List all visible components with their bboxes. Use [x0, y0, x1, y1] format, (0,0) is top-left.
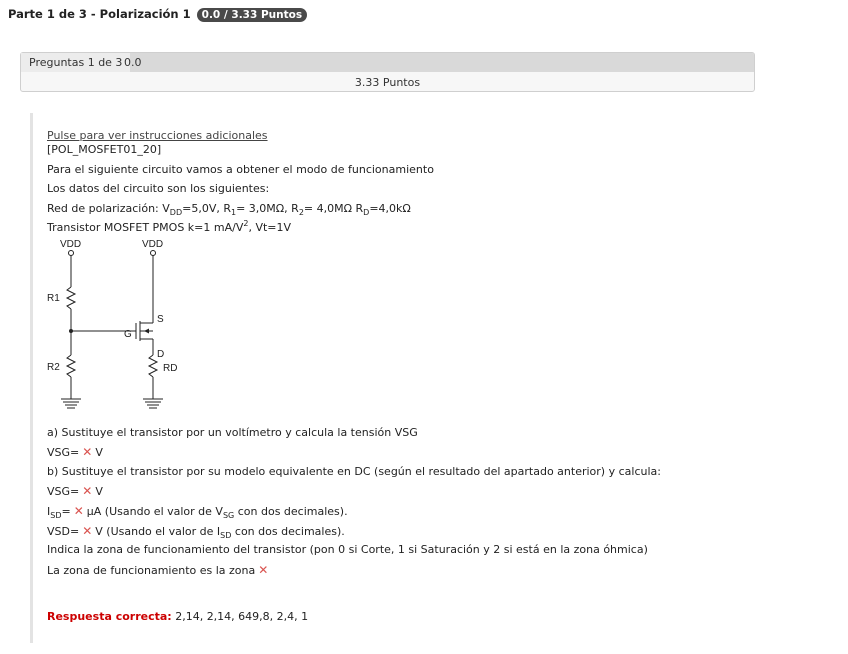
question-intro: Para el siguiente circuito vamos a obtener el modo de funcionamiento [47, 163, 434, 176]
zone-instruction: Indica la zona de funcionamiento del transistor (pon 0 si Corte, 1 si Saturación y 2 si está en la zona óhmica) [47, 543, 648, 556]
r1-label: R1 [47, 293, 60, 304]
pmos-arrow [144, 329, 149, 334]
question-score: 0.0 [124, 56, 142, 69]
correct-answer-label: Respuesta correcta: [47, 610, 172, 623]
zone-answer: La zona de funcionamiento es la zona ✕ [47, 563, 269, 577]
instructions-link[interactable]: Pulse para ver instrucciones adicionales [47, 129, 268, 142]
bias-network-line: Red de polarización: $V_{DD}=5,0V$, $R_1= 3,0M\Omega$, $R_2= 4,0M\Omega$ $R_D=4,0k\Omega$ [47, 202, 411, 217]
correct-answer [47, 610, 308, 624]
vdd-right-label: VDD [142, 239, 164, 250]
question-a: a) Sustituye el transistor por un voltímetro y calcula la tensión VSG [47, 426, 418, 439]
s-label: S [157, 314, 164, 325]
score-badge: 0.0 / 3.33 Puntos [197, 8, 307, 22]
vdd-left-label: VDD [60, 239, 82, 250]
question-points: 3.33 Puntos [354, 76, 421, 89]
answer-b-vsd: VSD= ✕ V (Usando el valor de $I_{SD}$ con dos decimales). [47, 524, 345, 540]
vdd-left-terminal [69, 251, 74, 256]
cross-icon: ✕ [73, 504, 84, 518]
vdd-right-terminal [151, 251, 156, 256]
cross-icon: ✕ [82, 484, 93, 498]
gate-junction-dot [69, 329, 73, 333]
d-label: D [157, 349, 165, 360]
cross-icon: ✕ [82, 524, 93, 538]
cross-icon: ✕ [82, 445, 93, 459]
answer-b-vsg: VSG= ✕ V [47, 484, 103, 498]
r1-resistor [67, 287, 75, 309]
g-label: G [124, 329, 132, 340]
cross-icon: ✕ [258, 563, 269, 577]
question-content [30, 113, 845, 643]
question-progress-bar [21, 53, 754, 72]
question-b: b) Sustituye el transistor por su modelo equivalente en DC (según el resultado del apartado anterior) y calcula: [47, 465, 661, 478]
answer-b-isd: $I_{SD}=$ ✕ μA (Usando el valor de $V_{SG}$ con dos decimales). [47, 504, 348, 520]
data-intro: Los datos del circuito son los siguientes: [47, 182, 270, 195]
question-summary-box [20, 52, 755, 92]
circuit-diagram [43, 237, 193, 417]
part-title: Parte 1 de 3 - Polarización 1 [8, 7, 191, 21]
question-counter: Preguntas 1 de 3 [21, 53, 130, 72]
question-code: [POL_MOSFET01_20] [47, 143, 162, 156]
rd-resistor [149, 355, 157, 377]
answer-a-vsg: VSG= ✕ V [47, 445, 103, 459]
r2-resistor [67, 355, 75, 377]
part-header [8, 7, 307, 22]
transistor-line: Transistor MOSFET PMOS k=1 $mA/V^2$, Vt=1V [47, 219, 292, 234]
correct-answer-value: 2,14, 2,14, 649,8, 2,4, 1 [175, 610, 309, 623]
r2-label: R2 [47, 362, 60, 373]
rd-label: RD [163, 363, 178, 374]
